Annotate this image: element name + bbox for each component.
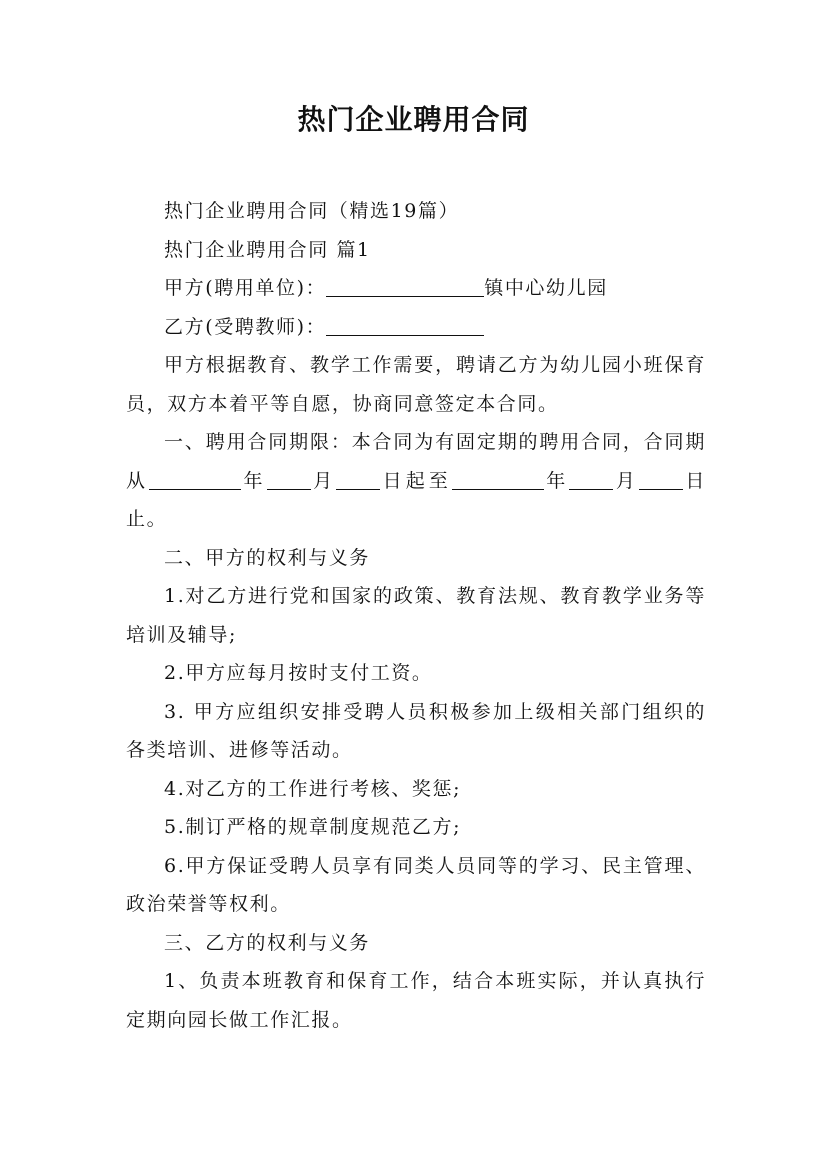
- term-year-1: 年: [241, 469, 267, 492]
- section-2-item: 2.甲方应每月按时支付工资。: [164, 662, 433, 684]
- party-a-blank: [326, 277, 484, 297]
- party-b-label: 乙方(受聘教师)：: [164, 315, 327, 338]
- term-paragraph: [126, 423, 706, 539]
- party-a-suffix: 镇中心幼儿园: [484, 277, 608, 299]
- end-day-blank: [639, 470, 683, 490]
- term-end: 日止。: [126, 469, 707, 530]
- party-b-blank: [326, 316, 484, 336]
- section-2-item: 4.对乙方的工作进行考核、奖惩;: [164, 777, 462, 800]
- subtitle-line: 热门企业聘用合同（精选19篇）: [164, 200, 460, 222]
- section-2-item: 6.甲方保证受聘人员享有同类人员同等的学习、民主管理、政治荣誉等权利。: [126, 854, 706, 915]
- document-body: [126, 192, 706, 1039]
- start-day-blank: [336, 470, 380, 490]
- intro-paragraph: 甲方根据教育、教学工作需要，聘请乙方为幼儿园小班保育员，双方本着平等自愿，协商同意签定本合同。: [126, 354, 706, 415]
- term-month-2: 月: [613, 469, 639, 492]
- document-title: 热门企业聘用合同: [297, 103, 530, 136]
- party-a-label: 甲方(聘用单位)：: [164, 277, 327, 299]
- section-2-item: 3. 甲方应组织安排受聘人员积极参加上级相关部门组织的各类培训、进修等活动。: [126, 700, 706, 761]
- end-year-blank: [452, 470, 544, 490]
- party-b-line: [126, 308, 706, 347]
- section-2-item: 5.制订严格的规章制度规范乙方;: [164, 816, 462, 838]
- start-month-blank: [267, 470, 311, 490]
- section-2-heading: 二、甲方的权利与义务: [164, 546, 371, 569]
- term-month-1: 月: [310, 469, 337, 492]
- start-year-blank: [149, 470, 241, 490]
- term-year-2: 年: [543, 469, 570, 492]
- term-day-1: 日起至: [380, 469, 452, 492]
- section-heading: 热门企业聘用合同 篇1: [164, 238, 371, 261]
- section-3-item: 1、负责本班教育和保育工作，结合本班实际，并认真执行定期向园长做工作汇报。: [126, 970, 706, 1031]
- party-a-line: [126, 269, 706, 308]
- end-month-blank: [569, 470, 613, 490]
- section-3-heading: 三、乙方的权利与义务: [164, 931, 371, 954]
- term-text: 一、聘用合同期限：本合同为有固定期的聘用合同，合同期从: [126, 431, 706, 492]
- section-2-item: 1.对乙方进行党和国家的政策、教育法规、教育教学业务等培训及辅导;: [126, 585, 706, 646]
